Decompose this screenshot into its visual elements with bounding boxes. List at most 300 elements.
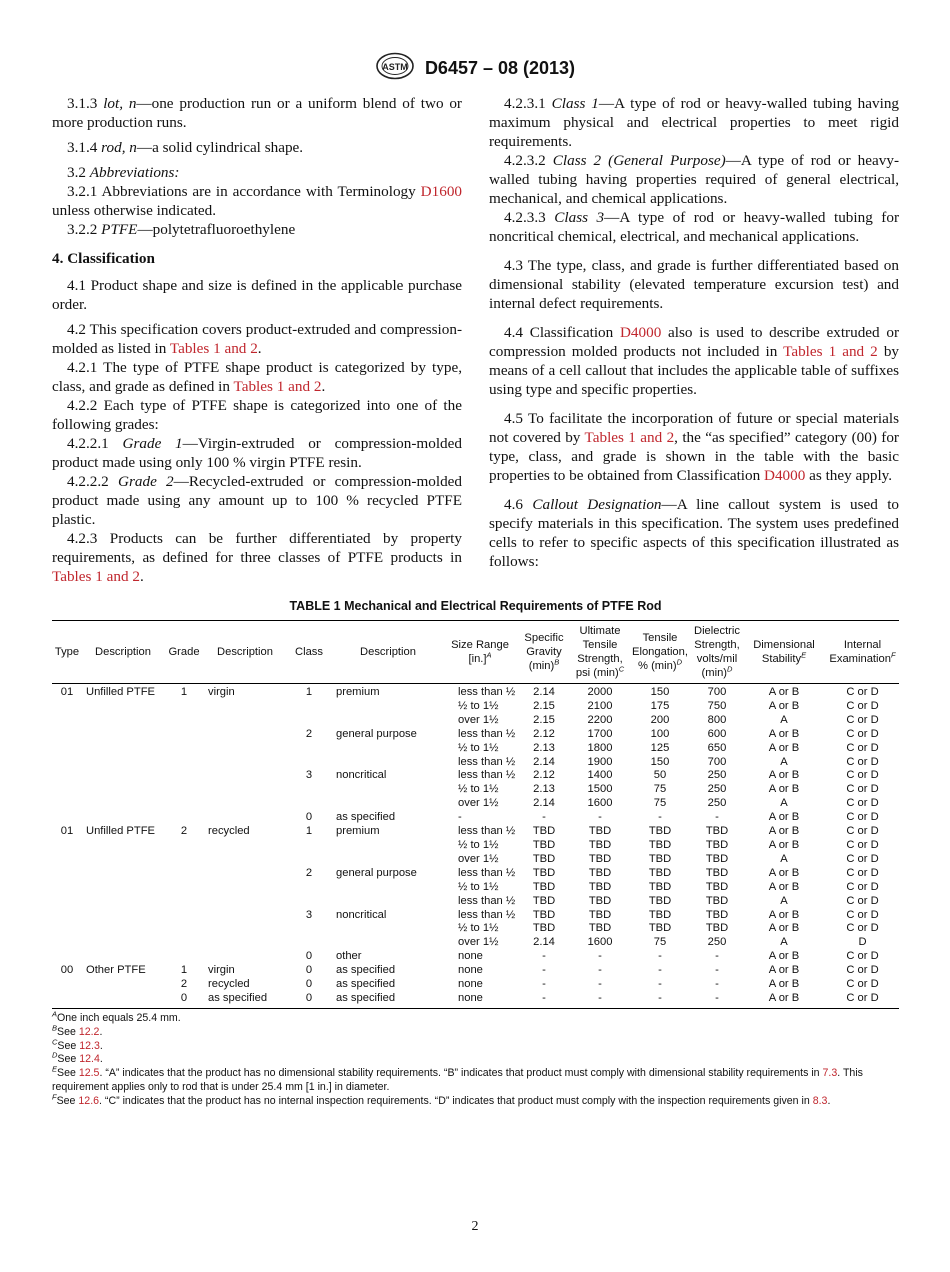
cell-grade: [164, 728, 204, 742]
cell-class-description: as specified: [336, 964, 396, 977]
cell-size-range: over 1½: [458, 936, 499, 949]
cell-size-range: none: [458, 978, 483, 991]
link-8-3[interactable]: 8.3: [812, 1094, 828, 1107]
cell-internal-examination: C or D: [846, 908, 879, 921]
cell-elongation: TBD: [648, 894, 672, 907]
cell-dielectric: 250: [707, 783, 727, 796]
table-header-row: [52, 621, 899, 684]
footnote-e: $^E$See 12.5. “A” indicates that the product has no dimensional stability requirements. “B” indicates that product must comply with dimensional stability requirements in 7.3. This requirement applies only to rod that is under 25.4 mm [1 in.] in diameter.: [52, 1064, 863, 1093]
para-4-2-3-2: 4.2.3.2 Class 2 (General Purpose)—A type of rod or heavy-walled tubing having properties required of general electrical, mechanical, and chemical applications.: [489, 152, 899, 207]
right-column: [489, 94, 899, 577]
cell-size-range: over 1½: [458, 713, 499, 726]
cell-size-range: ½ to 1½: [458, 783, 499, 796]
cell-size-range: less than ½: [458, 908, 516, 921]
para-4-4: 4.4 Classification D4000 also is used to describe extruded or compression molded products not included in Tables 1 and 2 by means of a cell callout that includes the applicable table of suffixes using type and specific properties.: [489, 324, 900, 398]
table-row: [52, 867, 899, 881]
header-class-description: Description: [360, 646, 416, 658]
cell-class-description: noncritical: [336, 908, 387, 921]
footnote-c: $^C$See 12.3.: [52, 1037, 103, 1052]
cell-tensile-strength: -: [598, 811, 602, 824]
cell-size-range: less than ½: [458, 894, 516, 907]
table-row: [52, 909, 899, 923]
cell-size-range: none: [458, 964, 483, 977]
cell-grade-description: [204, 936, 286, 950]
cell-tensile-strength: 2100: [587, 699, 613, 712]
cell-dimensional-stability: A or B: [768, 727, 800, 740]
cell-specific-gravity: 2.14: [533, 797, 555, 810]
cell-tensile-strength: 1600: [587, 797, 613, 810]
cell-description: [82, 978, 164, 992]
table-row: [52, 881, 899, 895]
cell-type: [52, 797, 82, 811]
cell-description: [82, 797, 164, 811]
table-row: [52, 922, 899, 936]
cell-elongation: 50: [653, 769, 667, 782]
table-row: [52, 964, 899, 978]
cell-class-description: premium: [336, 686, 380, 698]
cell-grade: [164, 867, 204, 881]
cell-description: [82, 700, 164, 714]
link-tables-1-2[interactable]: Tables 1 and 2: [233, 378, 322, 395]
cell-description: [82, 756, 164, 770]
cell-description: [82, 714, 164, 728]
cell-grade: [164, 909, 204, 923]
cell-dielectric: 250: [707, 936, 727, 949]
cell-class-description: [332, 922, 444, 936]
cell-dielectric: 800: [707, 713, 727, 726]
cell-internal-examination: C or D: [846, 978, 879, 991]
cell-grade: [164, 922, 204, 936]
cell-class: [286, 714, 332, 728]
cell-dimensional-stability: A: [780, 894, 788, 907]
cell-specific-gravity: 2.14: [533, 755, 555, 768]
cell-dielectric: -: [715, 811, 719, 824]
cell-tensile-strength: TBD: [588, 852, 612, 865]
cell-dielectric: TBD: [705, 866, 729, 879]
cell-elongation: 75: [653, 797, 667, 810]
cell-class: 1: [305, 825, 313, 838]
page-header: [0, 52, 950, 85]
cell-dimensional-stability: A or B: [768, 978, 800, 991]
cell-tensile-strength: TBD: [588, 880, 612, 893]
cell-internal-examination: D: [858, 936, 867, 949]
cell-type: [52, 700, 82, 714]
cell-type: [52, 811, 82, 825]
cell-grade-description: as specified: [204, 992, 286, 1008]
cell-internal-examination: C or D: [846, 741, 879, 754]
cell-elongation: TBD: [648, 866, 672, 879]
cell-grade-description: virgin: [208, 964, 235, 977]
cell-dielectric: 250: [707, 769, 727, 782]
cell-class: 2: [305, 866, 313, 879]
cell-grade: [164, 895, 204, 909]
cell-class-description: premium: [336, 825, 380, 838]
cell-size-range: ½ to 1½: [458, 922, 499, 935]
cell-dimensional-stability: A or B: [768, 699, 800, 712]
cell-type: [52, 978, 82, 992]
table-row: [52, 839, 899, 853]
para-4-5: 4.5 To facilitate the incorporation of future or special materials not covered by Tables 1 and 2, the “as specified” category (00) for type, class, and grade is shown in the table with the basic properties to be obtained from Classification D4000 as they apply.: [489, 410, 899, 484]
cell-description: Unfilled PTFE: [86, 686, 156, 698]
cell-elongation: TBD: [648, 908, 672, 921]
cell-internal-examination: C or D: [846, 922, 879, 935]
header-class: Class: [295, 646, 323, 658]
cell-tensile-strength: 2000: [587, 686, 613, 698]
header-size-range: Size Range $[in.]^A$: [451, 639, 509, 665]
cell-size-range: -: [458, 811, 462, 824]
cell-class: [286, 783, 332, 797]
para-3-2-1: 3.2.1 Abbreviations are in accordance with Terminology D1600 unless otherwise indicated.: [52, 183, 463, 219]
cell-size-range: less than ½: [458, 769, 516, 782]
cell-tensile-strength: 1500: [587, 783, 613, 796]
cell-class: [286, 936, 332, 950]
cell-tensile-strength: TBD: [588, 825, 612, 838]
cell-type: 01: [60, 825, 74, 838]
link-d4000[interactable]: D4000: [619, 324, 662, 341]
para-3-1-3: 3.1.3 lot, n—one production run or a uniform blend of two or more production runs.: [52, 95, 462, 131]
table-1: [52, 620, 899, 1009]
cell-description: Other PTFE: [86, 964, 146, 977]
cell-type: 01: [60, 686, 74, 698]
cell-class-description: general purpose: [336, 727, 417, 740]
cell-class: 0: [286, 992, 332, 1008]
cell-dimensional-stability: A or B: [768, 741, 800, 754]
cell-specific-gravity: 2.12: [533, 769, 555, 782]
cell-class-description: [332, 797, 444, 811]
cell-tensile-strength: 1800: [587, 741, 613, 754]
cell-type: [52, 783, 82, 797]
cell-class: [286, 797, 332, 811]
cell-class: 0: [305, 950, 313, 963]
cell-dielectric: 700: [707, 755, 727, 768]
cell-internal-examination: C or D: [846, 783, 879, 796]
cell-grade: [164, 797, 204, 811]
cell-dimensional-stability: A: [780, 755, 788, 768]
link-tables-1-2[interactable]: Tables 1 and 2: [52, 568, 140, 585]
cell-size-range: none: [458, 950, 483, 963]
table-footnotes: [52, 1009, 899, 1109]
cell-internal-examination: C or D: [846, 838, 879, 851]
cell-dimensional-stability: A or B: [768, 866, 800, 879]
cell-grade-description: [204, 909, 286, 923]
cell-grade-description: [204, 867, 286, 881]
cell-tensile-strength: TBD: [588, 908, 612, 921]
cell-dimensional-stability: A or B: [742, 992, 826, 1008]
table-row: [52, 684, 899, 700]
para-4-2-2: 4.2.2 Each type of PTFE shape is categorized into one of the following grades:: [52, 397, 462, 433]
para-3-1-4: 3.1.4 rod, n—a solid cylindrical shape.: [67, 139, 304, 156]
cell-internal-examination: C or D: [846, 880, 879, 893]
cell-elongation: 125: [650, 741, 670, 754]
cell-dielectric: TBD: [705, 922, 729, 935]
cell-dielectric: TBD: [705, 825, 729, 838]
cell-grade-description: [204, 728, 286, 742]
cell-internal-examination: C or D: [846, 713, 879, 726]
cell-size-range: none: [444, 992, 516, 1008]
cell-description: [82, 728, 164, 742]
cell-size-range: over 1½: [458, 797, 499, 810]
para-3-2: 3.2 Abbreviations:: [67, 164, 180, 181]
cell-grade: 2: [180, 978, 188, 991]
table-row: [52, 936, 899, 950]
cell-dielectric: 650: [707, 741, 727, 754]
cell-class-description: [332, 936, 444, 950]
table-row: [52, 700, 899, 714]
cell-tensile-strength: -: [598, 978, 602, 991]
cell-class-description: [332, 839, 444, 853]
cell-dimensional-stability: A or B: [768, 769, 800, 782]
header-grade: Grade: [168, 646, 200, 658]
cell-grade: [164, 881, 204, 895]
para-4-3: 4.3 The type, class, and grade is further differentiated based on dimensional stability (elevated temperature excursion test) and internal defect requirements.: [489, 257, 899, 312]
cell-description: [82, 992, 164, 1008]
cell-class-description: other: [336, 950, 362, 963]
cell-description: [82, 922, 164, 936]
cell-tensile-strength: TBD: [588, 922, 612, 935]
cell-type: [52, 756, 82, 770]
cell-class-description: [332, 895, 444, 909]
footnote-b: $^B$See 12.2.: [52, 1023, 103, 1038]
cell-grade-description: [204, 881, 286, 895]
cell-specific-gravity: 2.15: [533, 699, 555, 712]
table-row: [52, 825, 899, 839]
cell-internal-examination: C or D: [846, 964, 879, 977]
cell-specific-gravity: 2.14: [533, 686, 555, 698]
cell-specific-gravity: TBD: [532, 894, 556, 907]
cell-tensile-strength: TBD: [588, 894, 612, 907]
header-tensile-strength: Ultimate Tensile Strength, psi $(\min)^C$: [575, 625, 625, 679]
cell-grade: [164, 853, 204, 867]
cell-description: [82, 895, 164, 909]
cell-class: 0: [305, 978, 313, 991]
cell-grade: [164, 742, 204, 756]
cell-class: 3: [305, 908, 313, 921]
para-4-2-3: 4.2.3 Products can be further differentiated by property requirements, as defined for three classes of PTFE products in Tables 1 and 2.: [52, 530, 462, 585]
cell-size-range: less than ½: [458, 866, 516, 879]
cell-internal-examination: C or D: [846, 769, 879, 782]
link-12-4[interactable]: 12.4: [79, 1053, 100, 1066]
cell-dimensional-stability: A: [780, 852, 788, 865]
cell-elongation: 150: [650, 755, 670, 768]
document-designation: D6457 – 08 (2013): [424, 58, 576, 78]
cell-grade: 1: [180, 686, 188, 698]
cell-class: [286, 756, 332, 770]
page-number: 2: [471, 1219, 479, 1234]
table-row: [52, 769, 899, 783]
link-12-6[interactable]: 12.6: [78, 1094, 100, 1107]
cell-specific-gravity: TBD: [532, 852, 556, 865]
cell-internal-examination: C or D: [846, 811, 879, 824]
cell-tensile-strength: 1900: [587, 755, 613, 768]
cell-elongation: 200: [650, 713, 670, 726]
para-4-2-3-3: 4.2.3.3 Class 3—A type of rod or heavy-walled tubing for noncritical chemical, electrical, and mechanical applications.: [489, 209, 900, 245]
cell-type: [52, 714, 82, 728]
cell-size-range: less than ½: [458, 825, 516, 838]
cell-grade: [164, 783, 204, 797]
cell-type: [52, 881, 82, 895]
cell-dimensional-stability: A or B: [768, 825, 800, 838]
cell-grade: [164, 811, 204, 825]
cell-grade: 0: [164, 992, 204, 1008]
footnote-d: $^D$See 12.4.: [52, 1050, 103, 1066]
cell-type: [52, 922, 82, 936]
para-4-2-2-2: 4.2.2.2 Grade 2—Recycled-extruded or compression-molded product made using any amount up to 100 % recycled PTFE plastic.: [52, 473, 463, 528]
table-row: [52, 992, 899, 1008]
cell-dielectric: -: [715, 950, 719, 963]
cell-class: [286, 742, 332, 756]
cell-internal-examination: C or D: [846, 755, 879, 768]
cell-elongation: TBD: [648, 852, 672, 865]
cell-description: [82, 881, 164, 895]
cell-dielectric: -: [692, 992, 742, 1008]
cell-elongation: -: [628, 992, 692, 1008]
cell-grade-description: [204, 950, 286, 964]
table-row: [52, 811, 899, 825]
cell-dimensional-stability: A: [780, 713, 788, 726]
cell-class-description: [332, 700, 444, 714]
link-7-3[interactable]: 7.3: [822, 1067, 838, 1080]
cell-specific-gravity: 2.12: [533, 727, 555, 740]
cell-description: [82, 742, 164, 756]
cell-grade: [164, 714, 204, 728]
para-4-2-1: 4.2.1 The type of PTFE shape product is categorized by type, class, and grade as defined in Tables 1 and 2.: [52, 359, 462, 395]
header-elongation: Tensile Elongation, % $(\min)^D$: [632, 632, 688, 672]
cell-dielectric: TBD: [705, 880, 729, 893]
cell-tensile-strength: 1600: [587, 936, 613, 949]
cell-elongation: -: [658, 811, 662, 824]
cell-tensile-strength: -: [598, 950, 602, 963]
cell-class: [286, 853, 332, 867]
cell-grade: 1: [180, 964, 188, 977]
cell-dimensional-stability: A or B: [768, 950, 800, 963]
cell-type: [52, 728, 82, 742]
cell-dimensional-stability: A or B: [768, 838, 800, 851]
cell-grade: [164, 756, 204, 770]
cell-specific-gravity: -: [516, 992, 572, 1008]
cell-specific-gravity: TBD: [532, 908, 556, 921]
cell-dielectric: -: [715, 964, 719, 977]
cell-description: [82, 839, 164, 853]
cell-class-description: noncritical: [336, 769, 387, 782]
cell-type: [52, 853, 82, 867]
cell-size-range: ½ to 1½: [458, 838, 499, 851]
cell-type: [52, 839, 82, 853]
cell-dielectric: TBD: [705, 908, 729, 921]
cell-dimensional-stability: A or B: [768, 922, 800, 935]
cell-elongation: 100: [650, 727, 670, 740]
cell-internal-examination: C or D: [846, 950, 879, 963]
link-d4000[interactable]: D4000: [764, 467, 806, 484]
cell-internal-examination: C or D: [846, 686, 879, 698]
cell-grade-description: [204, 839, 286, 853]
link-tables-1-2[interactable]: Tables 1 and 2: [783, 343, 878, 360]
cell-description: [82, 909, 164, 923]
cell-class-description: [332, 756, 444, 770]
cell-dielectric: 750: [707, 699, 727, 712]
cell-grade-description: [204, 922, 286, 936]
astm-logo-icon: [375, 52, 415, 85]
para-4-1: 4.1 Product shape and size is defined in the applicable purchase order.: [52, 277, 462, 313]
para-4-2: 4.2 This specification covers product-extruded and compression-molded as listed in Tables 1 and 2.: [52, 321, 462, 357]
cell-class-description: [332, 742, 444, 756]
cell-dimensional-stability: A or B: [768, 908, 800, 921]
cell-class: 1: [305, 686, 313, 698]
cell-specific-gravity: 2.13: [533, 783, 555, 796]
cell-grade-description: [204, 783, 286, 797]
cell-dimensional-stability: A: [780, 936, 788, 949]
link-tables-1-2[interactable]: Tables 1 and 2: [584, 429, 675, 446]
cell-class: [286, 700, 332, 714]
footnote-a: $^A$One inch equals 25.4 mm.: [52, 1009, 181, 1024]
cell-class: [286, 895, 332, 909]
table-row: [52, 728, 899, 742]
cell-type: [52, 950, 82, 964]
cell-class-description: general purpose: [336, 866, 417, 879]
table-row: [52, 742, 899, 756]
cell-size-range: less than ½: [458, 755, 516, 768]
cell-class: 2: [305, 727, 313, 740]
cell-elongation: 150: [650, 686, 670, 698]
cell-type: [52, 769, 82, 783]
cell-size-range: less than ½: [458, 686, 516, 698]
cell-grade-description: [204, 769, 286, 783]
link-d1600[interactable]: D1600: [420, 183, 463, 200]
para-4-2-2-1: 4.2.2.1 Grade 1—Virgin-extruded or compression-molded product made using only 100 % virgin PTFE resin.: [52, 435, 462, 471]
cell-class-description: as specified: [336, 978, 396, 991]
cell-dimensional-stability: A or B: [768, 880, 800, 893]
cell-elongation: TBD: [648, 825, 672, 838]
cell-tensile-strength: 1700: [587, 727, 613, 740]
link-12-2[interactable]: 12.2: [78, 1025, 100, 1038]
cell-grade: [164, 769, 204, 783]
cell-grade-description: [204, 797, 286, 811]
cell-elongation: TBD: [648, 838, 672, 851]
cell-grade: [164, 950, 204, 964]
cell-type: [52, 742, 82, 756]
cell-elongation: TBD: [648, 880, 672, 893]
link-12-5[interactable]: 12.5: [78, 1067, 100, 1080]
cell-type: 00: [60, 964, 74, 977]
cell-internal-examination: C or D: [846, 852, 879, 865]
link-tables-1-2[interactable]: Tables 1 and 2: [169, 340, 258, 357]
cell-grade-description: [204, 853, 286, 867]
para-3-2-2: 3.2.2 PTFE—polytetrafluoroethylene: [67, 221, 296, 238]
cell-description: [82, 783, 164, 797]
cell-elongation: TBD: [648, 922, 672, 935]
table-row: [52, 714, 899, 728]
cell-grade-description: [204, 700, 286, 714]
cell-specific-gravity: TBD: [532, 825, 556, 838]
table-row: [52, 797, 899, 811]
link-12-3[interactable]: 12.3: [79, 1039, 100, 1052]
cell-internal-examination: C or D: [846, 866, 879, 879]
table-row: [52, 853, 899, 867]
cell-dimensional-stability: A or B: [768, 964, 800, 977]
cell-type: [52, 936, 82, 950]
cell-description: [82, 867, 164, 881]
header-description: Description: [95, 646, 151, 658]
cell-grade: [164, 700, 204, 714]
cell-type: [52, 895, 82, 909]
header-specific-gravity: Specific Gravity $(\min)^B$: [524, 632, 564, 672]
cell-grade-description: [204, 756, 286, 770]
cell-class-description: as specified: [332, 992, 444, 1008]
cell-size-range: less than ½: [458, 727, 516, 740]
cell-dielectric: -: [715, 978, 719, 991]
cell-class: [286, 922, 332, 936]
cell-internal-examination: C or D: [846, 894, 879, 907]
cell-size-range: ½ to 1½: [458, 880, 499, 893]
